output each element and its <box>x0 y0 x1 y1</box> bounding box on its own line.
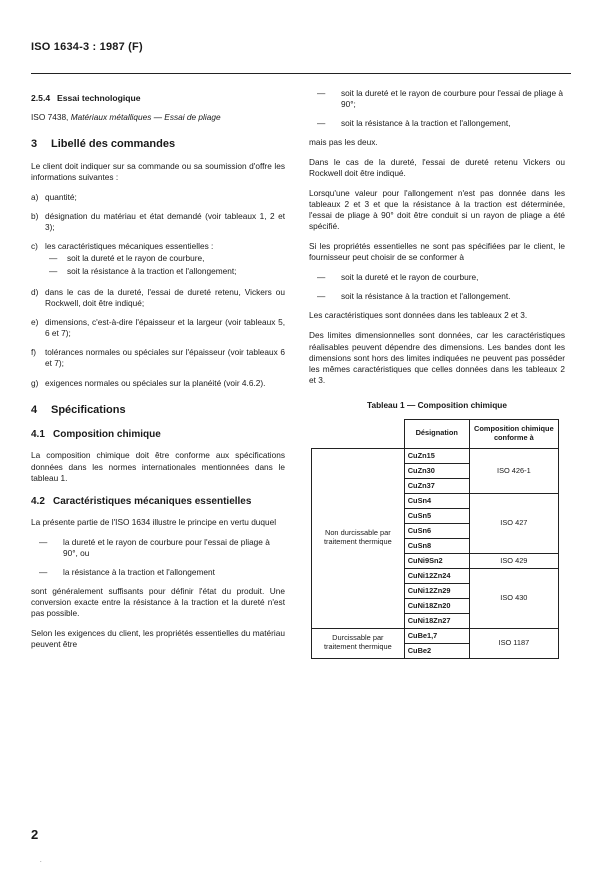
dash-marker: — <box>49 266 58 277</box>
dash-text: soit la résistance à la traction et l'allongement, <box>341 118 511 129</box>
list-text: les caractéristiques mécaniques essentielles : <box>45 241 214 252</box>
list-label: a) <box>31 192 39 203</box>
section-title: Spécifications <box>51 403 126 416</box>
header-composition: Composition chimique conforme à <box>469 419 558 448</box>
dash-item <box>309 291 565 302</box>
list-item <box>31 378 285 389</box>
list-text: quantité; <box>45 192 77 203</box>
standard-cell: ISO 429 <box>469 553 558 568</box>
section-number: 4 <box>31 403 38 416</box>
dash-text: la résistance à la traction et l'allongement <box>63 566 215 577</box>
list-label: d) <box>31 287 39 298</box>
list-item <box>31 317 285 339</box>
list-label: c) <box>31 241 38 252</box>
dash-item <box>31 537 285 559</box>
paragraph-not-specified: Si les propriétés essentielles ne sont pas spécifiées par le client, le fournisseur peut choisir de se conformer à <box>309 241 565 263</box>
header-rule <box>31 73 571 74</box>
table-row <box>312 448 559 463</box>
reference-title: Matériaux métalliques — Essai de pliage <box>70 112 221 123</box>
document-header: ISO 1634-3 : 1987 (F) <box>31 41 143 53</box>
designation-cell: CuSn4 <box>404 493 469 508</box>
dash-item <box>45 266 285 277</box>
dash-marker: — <box>39 536 48 547</box>
footer-dot: . <box>40 858 42 864</box>
dash-text: soit la résistance à la traction et l'allongement. <box>341 291 511 302</box>
section-3-intro: Le client doit indiquer sur sa commande ou sa soumission d'offre les informations suivantes : <box>31 161 285 183</box>
dash-item <box>309 88 565 110</box>
section-4-2-heading <box>31 495 285 508</box>
list-item <box>31 192 285 203</box>
list-text: désignation du matériau et état demandé (voir tableaux 1, 2 et 3); <box>45 211 285 233</box>
section-title: Caractéristiques mécaniques essentielles <box>53 495 252 507</box>
composition-table <box>311 419 559 659</box>
class-hardenable: Durcissable par traitement thermique <box>312 628 405 658</box>
dash-text: soit la résistance à la traction et l'allongement; <box>67 266 237 277</box>
left-column <box>31 88 285 659</box>
section-3-heading <box>31 137 285 152</box>
designation-cell: CuNi18Zn27 <box>404 613 469 628</box>
standard-cell: ISO 1187 <box>469 628 558 658</box>
list-text: dans le cas de la dureté, l'essai de dureté retenu, Vickers ou Rockwell, doit être indiqué; <box>45 287 285 309</box>
section-4-2-intro: La présente partie de l'ISO 1634 illustre le principe en vertu duquel <box>31 516 277 527</box>
list-text: tolérances normales ou spéciales sur l'épaisseur (voir tableaux 6 et 7); <box>45 347 285 369</box>
section-4-2-after: sont généralement suffisants pour définir l'état du produit. Une conversion exacte entre la résistance à la traction et la dureté n'est pas possible. <box>31 585 285 619</box>
designation-cell: CuNi18Zn20 <box>404 598 469 613</box>
standard-cell: ISO 426-1 <box>469 448 558 493</box>
paragraph-not-both: mais pas les deux. <box>309 137 378 148</box>
section-4-heading <box>31 403 285 418</box>
list-item <box>31 241 285 279</box>
section-number: 4.1 <box>31 429 45 441</box>
designation-cell: CuNi12Zn24 <box>404 568 469 583</box>
dash-item <box>309 272 565 283</box>
table-header-row <box>312 419 559 448</box>
dash-item <box>31 567 285 578</box>
section-number: 2.5.4 <box>31 93 51 103</box>
list-label: g) <box>31 377 39 388</box>
designation-cell: CuZn30 <box>404 463 469 478</box>
designation-cell: CuSn5 <box>404 508 469 523</box>
section-title: Libellé des commandes <box>51 138 176 151</box>
class-non-hardenable: Non durcissable par traitement thermique <box>312 448 405 628</box>
list-item <box>31 287 285 309</box>
section-title: Composition chimique <box>53 429 161 441</box>
standard-cell: ISO 430 <box>469 568 558 628</box>
designation-cell: CuSn8 <box>404 538 469 553</box>
dash-item <box>45 253 285 264</box>
dash-text: soit la dureté et le rayon de courbure, <box>67 253 205 264</box>
dash-marker: — <box>317 272 326 283</box>
dash-marker: — <box>317 291 326 302</box>
dash-marker: — <box>39 566 48 577</box>
designation-cell: CuNi12Zn29 <box>404 583 469 598</box>
section-title: Essai technologique <box>57 93 141 103</box>
section-4-2-last: Selon les exigences du client, les propriétés essentielles du matériau peuvent être <box>31 628 285 650</box>
list-item <box>31 211 285 233</box>
paragraph-limits: Des limites dimensionnelles sont données, car les caractéristiques réalisables peuvent dépendre des dimensions. Les bandes dont les dimensions sont hors des limites indiquées ne peuvent pas posséder les mêmes caractéristiques que celles données dans les tableaux 2 et 3. <box>309 330 565 385</box>
header-designation: Désignation <box>404 419 469 448</box>
reference-code: ISO 7438, <box>31 112 69 123</box>
list-label: e) <box>31 317 39 328</box>
designation-cell: CuZn37 <box>404 478 469 493</box>
designation-cell: CuZn15 <box>404 448 469 463</box>
list-text-block <box>45 241 285 279</box>
paragraph-hardness: Dans le cas de la dureté, l'essai de dureté retenu Vickers ou Rockwell doit être indiqué. <box>309 157 565 179</box>
dash-marker: — <box>317 118 326 129</box>
section-number: 3 <box>31 138 38 151</box>
dash-text: soit la dureté et le rayon de courbure, <box>341 272 479 283</box>
designation-cell: CuSn6 <box>404 523 469 538</box>
dash-text: soit la dureté et le rayon de courbure pour l'essai de pliage à 90°; <box>341 88 564 110</box>
designation-cell: CuBe2 <box>404 643 469 658</box>
dash-marker: — <box>317 88 326 98</box>
section-4-1-text: La composition chimique doit être conforme aux spécifications données dans les normes internationales mentionnées dans le tableau 1. <box>31 450 285 483</box>
paragraph-elongation: Lorsqu'une valeur pour l'allongement n'est pas donnée dans les tableaux 2 et 3 et que la résistance à la traction est déterminée, l'essai de pliage à 90° doit être conduit si un rayon de pliage a été spécifié. <box>309 188 565 232</box>
table-caption: Tableau 1 — Composition chimique <box>367 399 507 410</box>
right-column <box>309 88 565 659</box>
list-item <box>31 347 285 369</box>
designation-cell: CuBe1,7 <box>404 628 469 643</box>
list-text: dimensions, c'est-à-dire l'épaisseur et la largeur (voir tableaux 5, 6 et 7); <box>45 317 285 339</box>
dash-item <box>309 118 565 129</box>
list-label: f) <box>31 347 37 358</box>
section-number: 4.2 <box>31 495 45 507</box>
dash-text: la dureté et le rayon de courbure pour l'essai de pliage à 90°, ou <box>63 536 270 558</box>
reference-iso-7438 <box>31 112 285 123</box>
standard-cell: ISO 427 <box>469 493 558 553</box>
sub-dash-list <box>45 253 285 277</box>
section-4-1-heading <box>31 428 285 441</box>
paragraph-tables: Les caractéristiques sont données dans les tableaux 2 et 3. <box>309 310 528 321</box>
section-2-5-4-heading <box>31 93 285 104</box>
designation-cell: CuNi9Sn2 <box>404 553 469 568</box>
header-blank <box>312 419 405 448</box>
dash-marker: — <box>49 253 58 264</box>
list-text: exigences normales ou spéciales sur la planéité (voir 4.6.2). <box>45 377 266 388</box>
page-number: 2 <box>31 827 39 842</box>
list-label: b) <box>31 211 39 222</box>
table-row <box>312 628 559 643</box>
